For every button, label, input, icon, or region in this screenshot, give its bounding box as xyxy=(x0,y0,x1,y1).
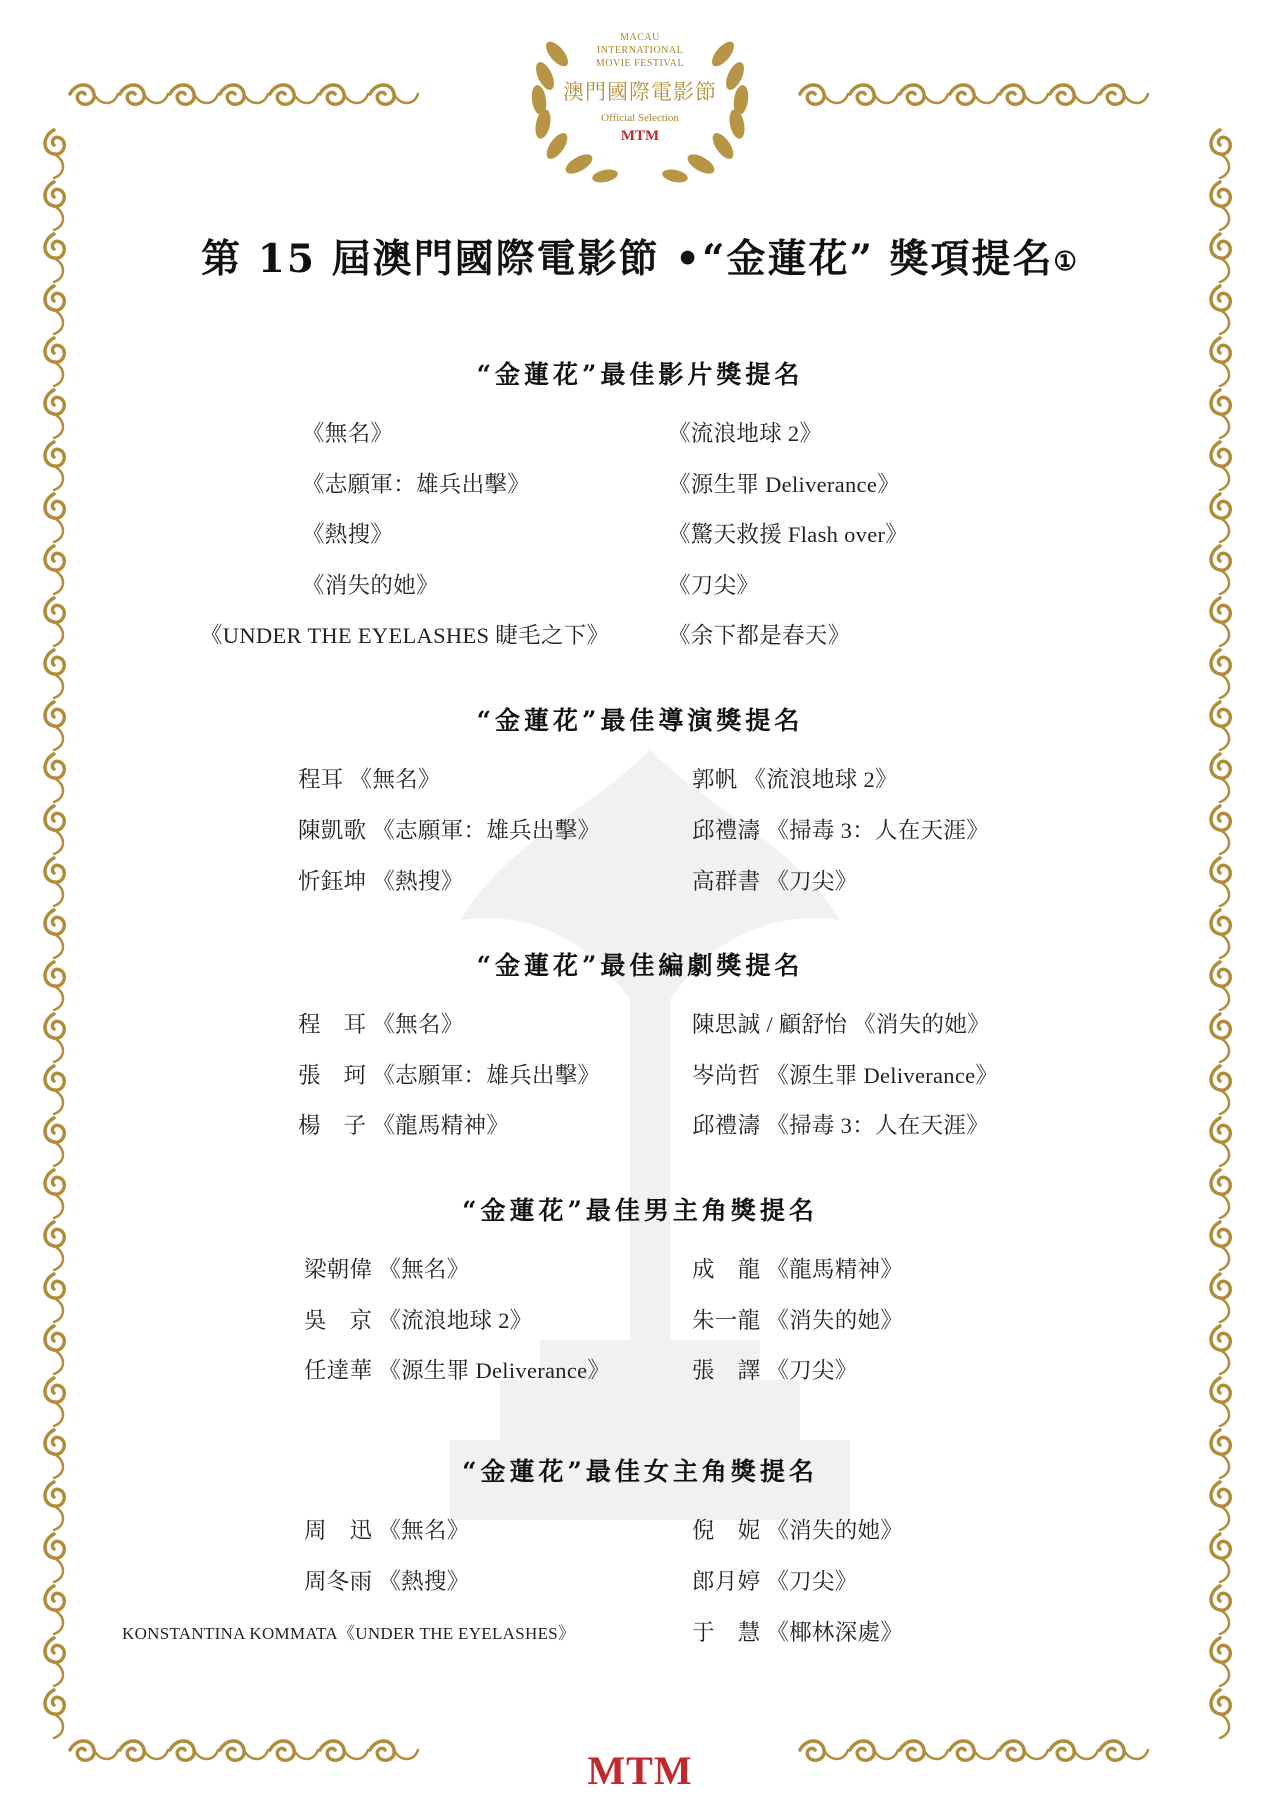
nominee-entry: 《驚天救援 Flash over》 xyxy=(668,522,909,547)
page-number: ① xyxy=(1053,247,1079,277)
nominee-entry: 楊 子 《龍馬精神》 xyxy=(298,1113,510,1138)
nominee-entry: 郎月婷 《刀尖》 xyxy=(692,1569,858,1594)
seal-line-movie-festival: MOVIE FESTIVAL xyxy=(595,58,685,69)
section-heading-best-director: “金蓮花”最佳導演獎提名 xyxy=(476,706,804,735)
footer-mtm-logo: MTM xyxy=(587,1748,693,1793)
nominee-entry: 《刀尖》 xyxy=(668,573,760,598)
nominee-entry: 梁朝偉 《無名》 xyxy=(304,1257,470,1282)
nominee-entry: 《源生罪 Deliverance》 xyxy=(668,472,900,497)
nominee-entry: 張 譯 《刀尖》 xyxy=(692,1358,858,1383)
seal-line-macau: MACAU xyxy=(620,32,660,43)
nominee-entry: 《志願軍：雄兵出擊》 xyxy=(302,472,531,497)
nominee-entry: 《熱搜》 xyxy=(302,522,394,547)
nominee-entry: 朱一龍 《消失的她》 xyxy=(692,1308,904,1333)
nominee-entry: 倪 妮 《消失的她》 xyxy=(692,1518,904,1543)
nominee-entry: 邱禮濤 《掃毒 3：人在天涯》 xyxy=(692,1113,990,1138)
page-title-text: 第 15 屆澳門國際電影節 •“金蓮花” 獎項提名 xyxy=(201,236,1054,282)
nominee-entry: 《無名》 xyxy=(302,421,394,446)
nominee-entry: 《消失的她》 xyxy=(302,573,439,598)
nominee-entry: 忻鈺坤 《熱搜》 xyxy=(298,869,464,894)
ornamental-frame xyxy=(40,40,1240,1770)
nominee-entry: 岑尚哲 《源生罪 Deliverance》 xyxy=(692,1063,999,1088)
section-heading-best-actor: “金蓮花”最佳男主角獎提名 xyxy=(462,1196,818,1225)
nominee-entry: 邱禮濤 《掃毒 3：人在天涯》 xyxy=(692,818,990,843)
nominee-entry: 于 慧 《椰林深處》 xyxy=(692,1620,904,1645)
nominee-entry: 高群書 《刀尖》 xyxy=(692,869,858,894)
nominee-entry: 任達華 《源生罪 Deliverance》 xyxy=(304,1358,611,1383)
lotus-trophy-watermark-icon xyxy=(390,720,910,1580)
festival-seal xyxy=(505,14,775,189)
nominee-entry: 郭帆 《流浪地球 2》 xyxy=(692,767,898,792)
nominee-entry: 《余下都是春天》 xyxy=(668,623,851,648)
nominee-entry: 程耳 《無名》 xyxy=(298,767,441,792)
nominee-entry: KONSTANTINA KOMMATA《UNDER THE EYELASHES》 xyxy=(122,1624,576,1643)
seal-line-international: INTERNATIONAL xyxy=(596,45,684,56)
section-heading-best-film: “金蓮花”最佳影片獎提名 xyxy=(476,360,804,389)
nominee-entry: 成 龍 《龍馬精神》 xyxy=(692,1257,904,1282)
nominee-entry: 周冬雨 《熱搜》 xyxy=(304,1569,470,1594)
nominee-entry: 吳 京 《流浪地球 2》 xyxy=(304,1308,533,1333)
nominee-entry: 陳思誠 / 顧舒怡 《消失的她》 xyxy=(692,1012,990,1037)
nominee-entry: 《UNDER THE EYELASHES 睫毛之下》 xyxy=(200,623,610,648)
section-heading-best-screenplay: “金蓮花”最佳編劇獎提名 xyxy=(476,951,804,980)
page-title xyxy=(0,228,1280,284)
seal-line-chinese-name: 澳門國際電影節 xyxy=(563,80,717,104)
section-heading-best-actress: “金蓮花”最佳女主角獎提名 xyxy=(462,1457,818,1486)
nominee-entry: 張 珂 《志願軍：雄兵出擊》 xyxy=(298,1063,601,1088)
seal-line-mtm: MTM xyxy=(620,128,660,144)
nominee-entry: 陳凱歌 《志願軍：雄兵出擊》 xyxy=(298,818,601,843)
nominee-entry: 周 迅 《無名》 xyxy=(304,1518,470,1543)
seal-line-official-selection: Official Selection xyxy=(601,112,679,124)
nominee-entry: 程 耳 《無名》 xyxy=(298,1012,464,1037)
nominee-entry: 《流浪地球 2》 xyxy=(668,421,823,446)
